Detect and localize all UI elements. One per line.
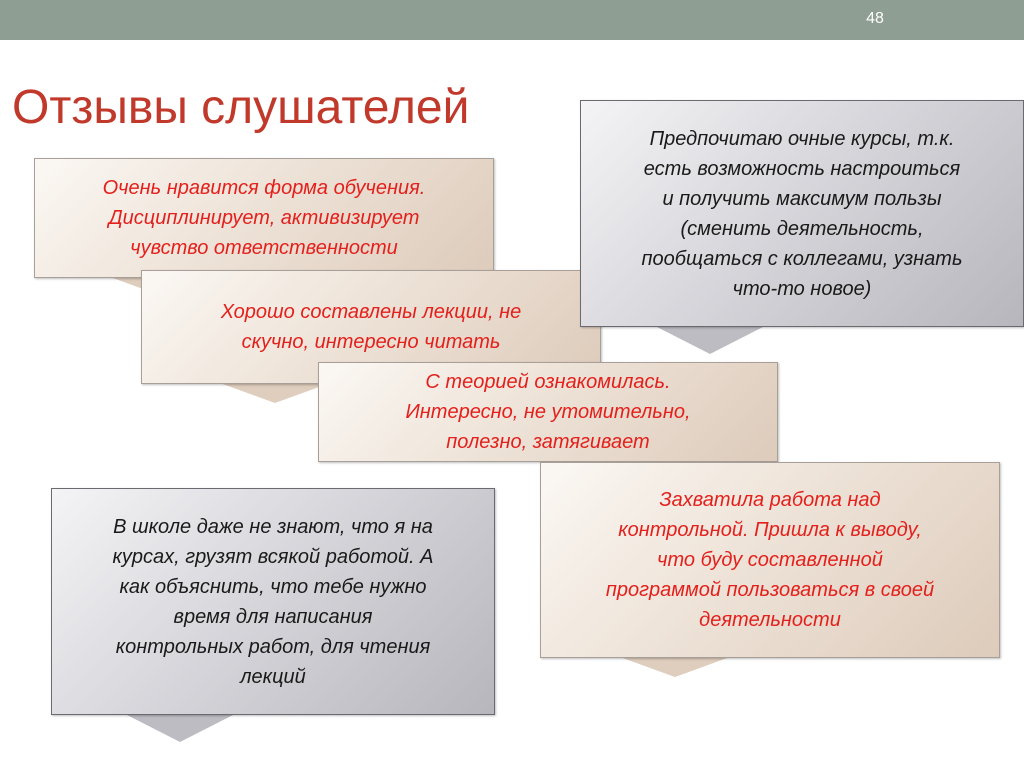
slide-number: 48 bbox=[866, 10, 884, 27]
feedback-line: полезно, затягивает bbox=[446, 431, 650, 453]
callout-pointer bbox=[220, 383, 330, 403]
feedback-line: что буду составленной bbox=[657, 549, 883, 571]
feedback-line: время для написания bbox=[173, 605, 373, 628]
feedback-line: пообщаться с коллегами, узнать bbox=[641, 247, 963, 270]
feedback-line: Захватила работа над bbox=[659, 489, 881, 511]
feedback-callout-4 bbox=[580, 100, 1024, 327]
feedback-line: курсах, грузят всякой работой. А bbox=[112, 545, 434, 568]
feedback-callout-1 bbox=[34, 158, 494, 278]
feedback-line: Хорошо составлены лекции, не bbox=[220, 301, 522, 323]
feedback-line: что-то новое) bbox=[732, 277, 872, 300]
top-bar bbox=[0, 0, 1024, 40]
feedback-callout-3 bbox=[318, 362, 778, 462]
feedback-callout-6 bbox=[51, 488, 495, 715]
feedback-line: Интересно, не утомительно, bbox=[405, 401, 691, 423]
feedback-line: чувство ответственности bbox=[130, 237, 398, 259]
feedback-line: Очень нравится форма обучения. bbox=[102, 177, 426, 199]
feedback-line: (сменить деятельность, bbox=[680, 217, 924, 240]
feedback-line: есть возможность настроиться bbox=[643, 157, 961, 180]
feedback-line: В школе даже не знают, что я на bbox=[113, 515, 433, 538]
feedback-line: скучно, интересно читать bbox=[241, 331, 501, 353]
feedback-line: С теорией ознакомилась. bbox=[425, 371, 671, 393]
feedback-line: программой пользоваться в своей bbox=[605, 579, 935, 601]
feedback-line: контрольной. Пришла к выводу, bbox=[618, 519, 922, 541]
feedback-line: как объяснить, что тебе нужно bbox=[119, 575, 427, 598]
callout-pointer bbox=[125, 714, 235, 742]
callout-pointer bbox=[655, 326, 765, 354]
slide-title: Отзывы слушателей bbox=[12, 81, 470, 134]
feedback-line: деятельности bbox=[699, 609, 841, 631]
feedback-callout-5 bbox=[540, 462, 1000, 658]
feedback-line: и получить максимум пользы bbox=[662, 187, 942, 210]
feedback-line: контрольных работ, для чтения bbox=[115, 635, 431, 658]
feedback-line: Предпочитаю очные курсы, т.к. bbox=[649, 127, 955, 150]
feedback-line: лекций bbox=[240, 665, 306, 688]
feedback-line: Дисциплинирует, активизирует bbox=[108, 207, 420, 229]
callout-pointer bbox=[620, 657, 730, 677]
